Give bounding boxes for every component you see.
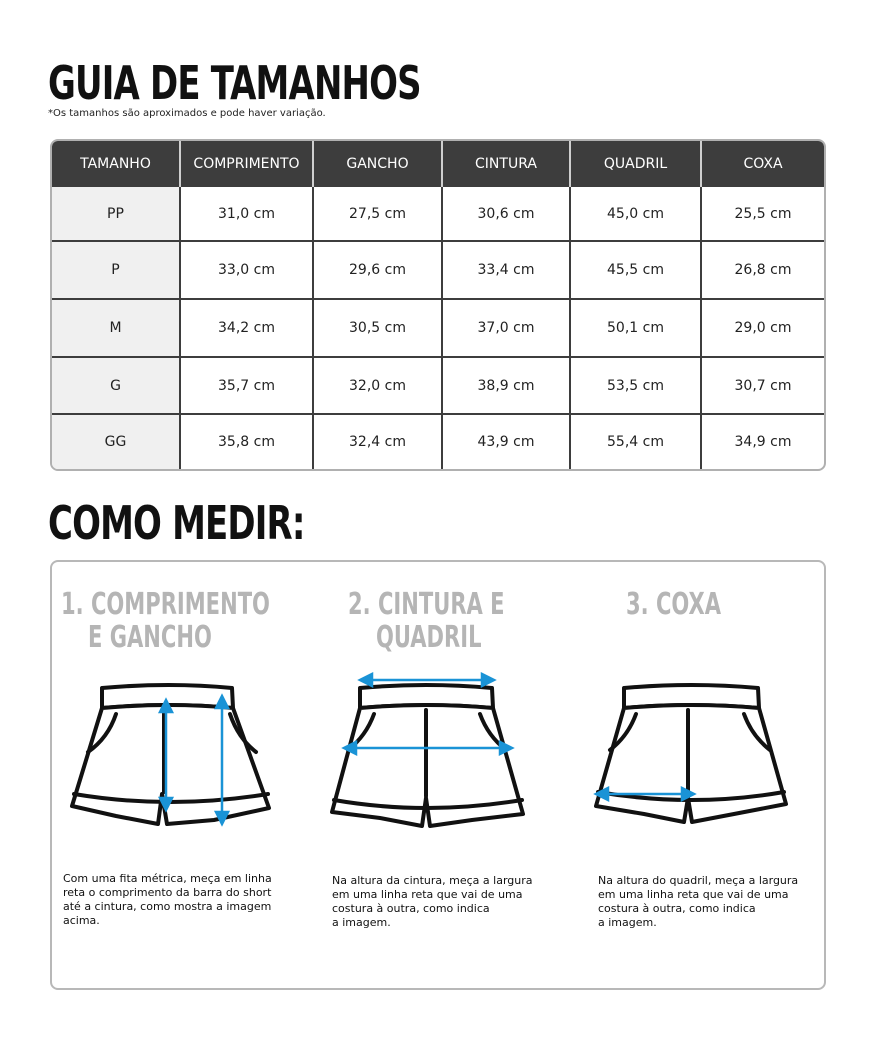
table-cell: 34,9 cm <box>734 434 792 451</box>
size-cell: PP <box>52 187 180 241</box>
step-2-title-line2: QUADRIL <box>376 620 482 655</box>
table-cell: 30,7 cm <box>701 357 824 415</box>
table-cell: 32,0 cm <box>313 357 442 415</box>
size-cell: GG <box>52 414 180 469</box>
table-row <box>52 187 824 241</box>
table-cell: 29,0 cm <box>701 299 824 357</box>
size-cell: M <box>52 299 180 357</box>
table-cell: 33,0 cm <box>180 241 313 299</box>
table-cell: 30,5 cm <box>313 299 442 357</box>
table-cell: 25,5 cm <box>701 187 824 241</box>
table-cell: 34,2 cm <box>180 299 313 357</box>
step-2-description: Na altura da cintura, meça a largura em uma linha reta que vai de uma costura à outra, como indica a imagem. <box>332 874 533 929</box>
column-header: GANCHO <box>313 141 442 187</box>
table-cell: 30,6 cm <box>442 187 570 241</box>
table-cell: 29,6 cm <box>313 241 442 299</box>
shorts-length-rise-illustration <box>60 680 280 840</box>
step-3-description: Na altura do quadril, meça a largura em uma linha reta que vai de uma costura à outra, como indica a imagem. <box>598 874 799 929</box>
step-1-description: Com uma fita métrica, meça em linha reta o comprimento da barra do short até a cintura, como mostra a imagem acima. <box>63 872 272 927</box>
table-cell: 37,0 cm <box>442 299 570 357</box>
column-header: COMPRIMENTO <box>180 141 313 187</box>
column-header: CINTURA <box>442 141 570 187</box>
table-cell: 43,9 cm <box>442 414 570 469</box>
step-2-title-line1: 2. CINTURA E <box>348 587 505 622</box>
table-cell: 27,5 cm <box>313 187 442 241</box>
size-cell: G <box>52 357 180 415</box>
table-cell: 26,8 cm <box>701 241 824 299</box>
table-cell: 33,4 cm <box>442 241 570 299</box>
column-header: TAMANHO <box>52 141 180 187</box>
size-table <box>50 139 826 471</box>
table-row <box>52 414 824 469</box>
table-cell: 35,7 cm <box>180 357 313 415</box>
table-cell: 50,1 cm <box>570 299 701 357</box>
size-cell: P <box>52 241 180 299</box>
table-cell: 38,9 cm <box>442 357 570 415</box>
shorts-waist-hip-illustration <box>326 668 536 833</box>
how-to-measure-title: COMO MEDIR: <box>48 496 305 550</box>
table-cell: 45,5 cm <box>570 241 701 299</box>
column-header: QUADRIL <box>570 141 701 187</box>
table-cell: 55,4 cm <box>570 414 701 469</box>
table-cell: 53,5 cm <box>570 357 701 415</box>
step-1-title-line1: 1. COMPRIMENTO <box>61 587 270 622</box>
column-header: COXA <box>701 141 824 187</box>
page-title: GUIA DE TAMANHOS <box>48 56 421 110</box>
table-cell: 45,0 cm <box>570 187 701 241</box>
size-disclaimer: *Os tamanhos são aproximados e pode haver variação. <box>48 108 326 119</box>
step-1-title-line2: E GANCHO <box>88 620 212 655</box>
table-cell: 31,0 cm <box>180 187 313 241</box>
table-row <box>52 241 824 299</box>
step-3-title: 3. COXA <box>626 587 722 622</box>
table-header-row <box>52 141 824 187</box>
table-cell: 32,4 cm <box>313 414 442 469</box>
table-row <box>52 357 824 415</box>
table-cell: 35,8 cm <box>180 414 313 469</box>
shorts-thigh-illustration <box>592 680 792 830</box>
table-row <box>52 299 824 357</box>
